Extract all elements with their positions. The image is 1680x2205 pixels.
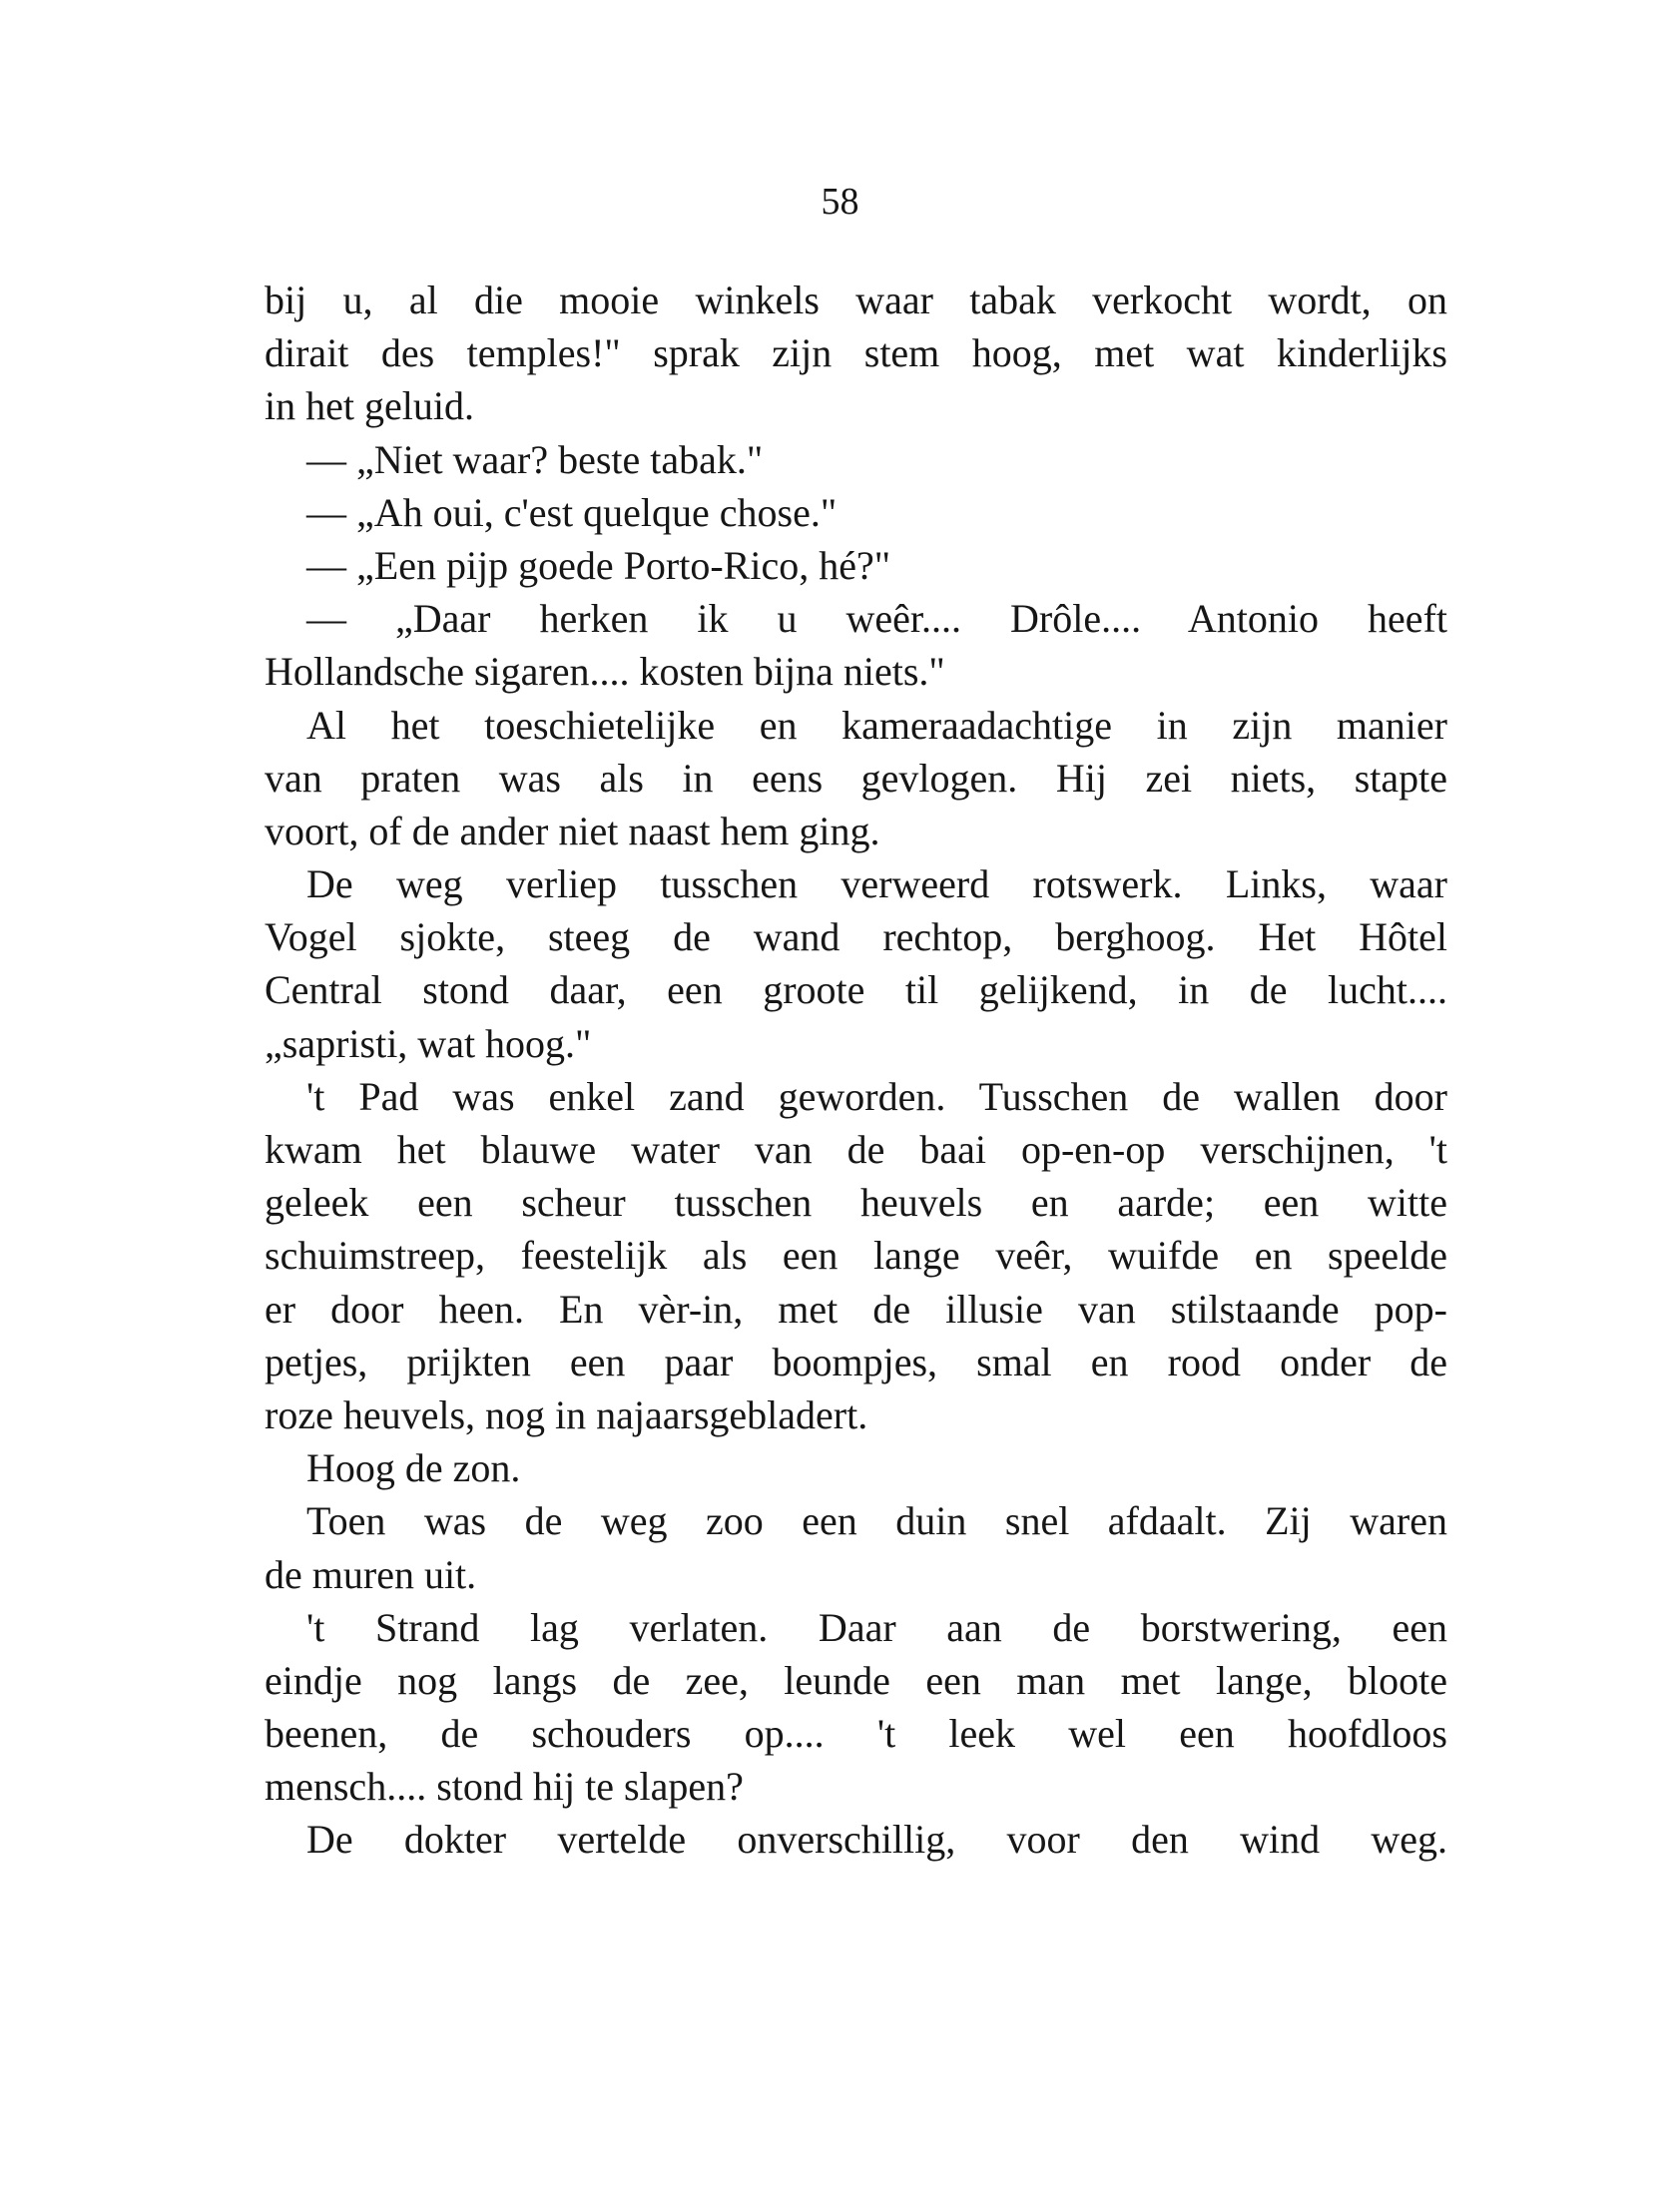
text-line: De weg verliep tusschen verweerd rotswerk. Links, waar [306,861,1447,907]
text-line: Central stond daar, een groote til gelijkend, in de lucht.... [265,967,1447,1013]
text-line: Al het toeschietelijke en kameraadachtige in zijn manier [306,702,1447,748]
text-line: petjes, prijkten een paar boompjes, smal en rood onder de [265,1339,1447,1384]
page-number: 58 [821,181,859,223]
text-line: „sapristi, wat hoog." [265,1020,592,1066]
text-line: bij u, al die mooie winkels waar tabak verkocht wordt, on [265,277,1447,322]
text-line: beenen, de schouders op.... 't leek wel een hoofdloos [265,1711,1447,1757]
text-line: Hollandsche sigaren.... kosten bijna niets." [265,649,945,695]
text-line: 't Strand lag verlaten. Daar aan de borstwering, een [306,1604,1447,1650]
body-text [265,274,1447,1867]
text-line: er door heen. En vèr-in, met de illusie van stilstaande pop- [265,1286,1447,1332]
text-line: de muren uit. [265,1551,477,1597]
text-line: Hoog de zon. [306,1445,521,1491]
text-line: Toen was de weg zoo een duin snel afdaalt. Zij waren [306,1498,1447,1544]
text-line: van praten was als in eens gevlogen. Hij zei niets, stapte [265,755,1447,801]
text-line: in het geluid. [265,383,474,429]
text-line: schuimstreep, feestelijk als een lange veêr, wuifde en speelde [265,1233,1447,1279]
text-line: — „Een pijp goede Porto-Rico, hé?" [306,542,891,588]
text-line: De dokter vertelde onverschillig, voor den wind weg. [306,1817,1447,1863]
text-line: eindje nog langs de zee, leunde een man met lange, bloote [265,1657,1447,1703]
text-line: — „Ah oui, c'est quelque chose." [306,489,838,535]
text-line: — „Niet waar? beste tabak." [306,436,764,482]
text-line: dirait des temples!" sprak zijn stem hoog, met wat kinderlijks [265,330,1447,376]
text-line: kwam het blauwe water van de baai op-en-op verschijnen, 't [265,1127,1447,1172]
text-line: Vogel sjokte, steeg de wand rechtop, berghoog. Het Hôtel [265,914,1447,960]
text-line: — „Daar herken ik u weêr.... Drôle.... Antonio heeft [306,596,1447,642]
text-line: 't Pad was enkel zand geworden. Tusschen de wallen door [306,1073,1447,1119]
text-line: mensch.... stond hij te slapen? [265,1764,744,1810]
text-line: geleek een scheur tusschen heuvels en aarde; een witte [265,1180,1447,1226]
text-line: voort, of de ander niet naast hem ging. [265,808,880,853]
text-line: roze heuvels, nog in najaarsgebladert. [265,1391,868,1437]
